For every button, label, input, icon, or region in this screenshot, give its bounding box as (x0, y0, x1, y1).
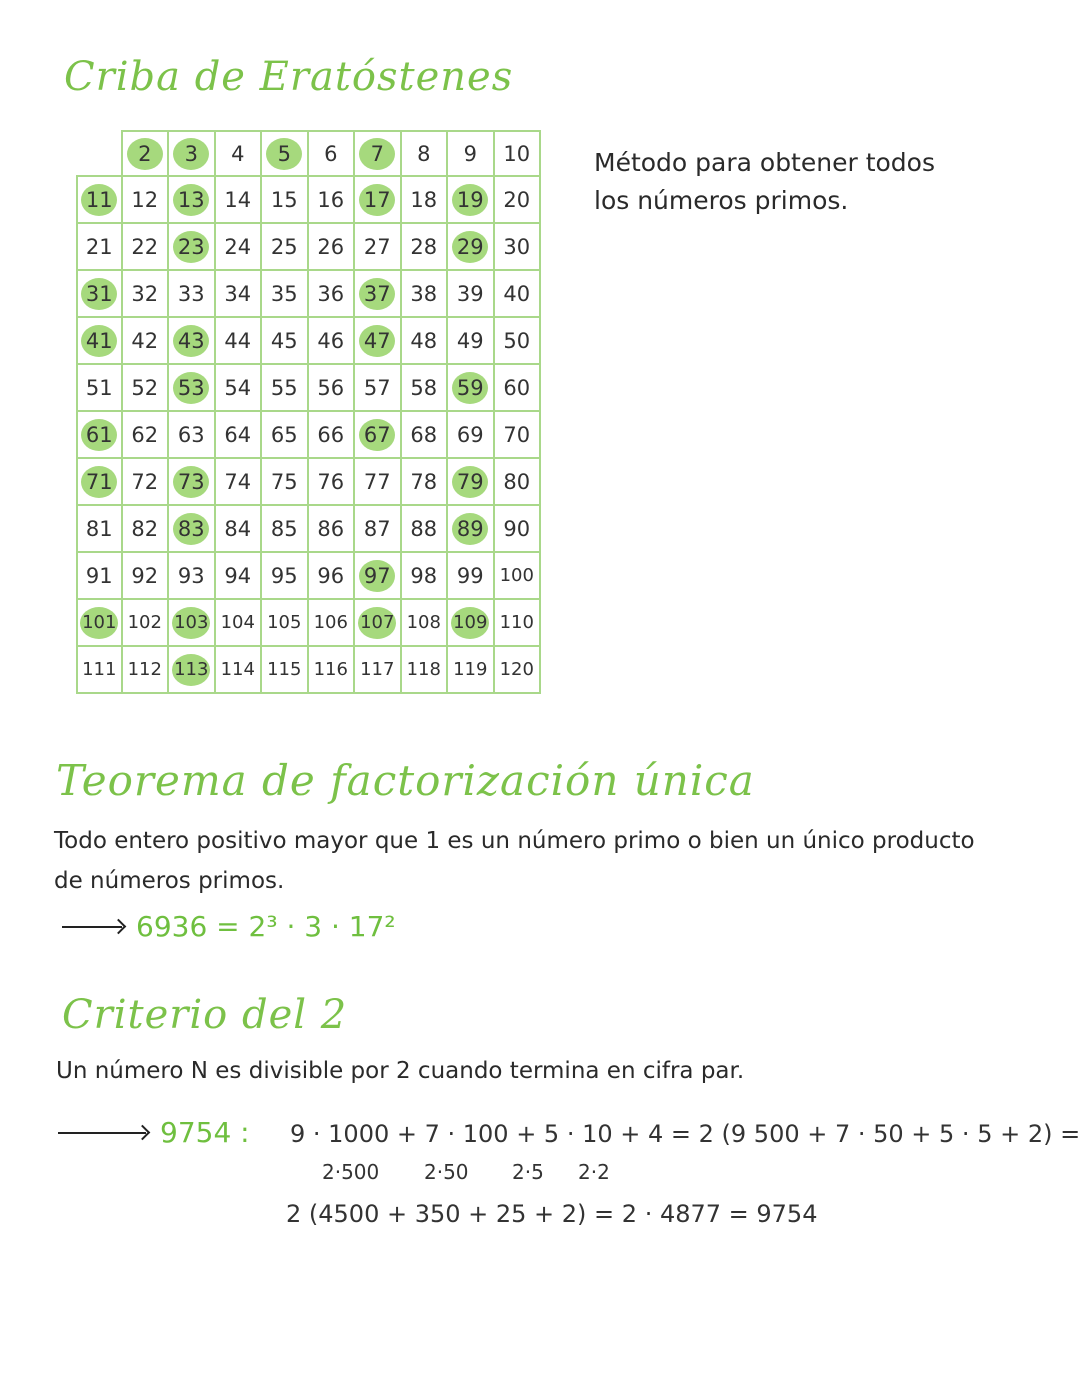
criterio-result: 2 (4500 + 350 + 25 + 2) = 2 · 4877 = 9754 (286, 1200, 818, 1228)
sieve-cell: 108 (402, 600, 449, 647)
sieve-cell-prime: 19 (448, 177, 495, 224)
sieve-cell: 112 (123, 647, 170, 694)
sieve-cell: 118 (402, 647, 449, 694)
criterio-sub-4: 2·2 (578, 1160, 610, 1184)
sieve-cell: 51 (76, 365, 123, 412)
sieve-cell: 88 (402, 506, 449, 553)
sieve-cell: 116 (309, 647, 356, 694)
sieve-cell-prime: 83 (169, 506, 216, 553)
sieve-cell: 28 (402, 224, 449, 271)
sieve-cell: 65 (262, 412, 309, 459)
sieve-cell-prime: 101 (76, 600, 123, 647)
sieve-cell: 20 (495, 177, 542, 224)
criterio-sub-100: 2·50 (424, 1160, 469, 1184)
sieve-cell: 36 (309, 271, 356, 318)
sieve-cell: 24 (216, 224, 263, 271)
sieve-cell: 110 (495, 600, 542, 647)
sieve-cell: 106 (309, 600, 356, 647)
sieve-cell: 68 (402, 412, 449, 459)
sieve-cell: 34 (216, 271, 263, 318)
sieve-cell: 48 (402, 318, 449, 365)
sieve-cell: 58 (402, 365, 449, 412)
sieve-cell-prime: 59 (448, 365, 495, 412)
sieve-cell: 21 (76, 224, 123, 271)
sieve-row (76, 177, 541, 224)
sieve-cell: 87 (355, 506, 402, 553)
sieve-cell-prime: 23 (169, 224, 216, 271)
sieve-cell: 57 (355, 365, 402, 412)
sieve-row (76, 553, 541, 600)
sieve-cell: 115 (262, 647, 309, 694)
sieve-cell: 78 (402, 459, 449, 506)
sieve-grid (76, 130, 541, 694)
sieve-cell: 60 (495, 365, 542, 412)
sieve-cell-prime: 13 (169, 177, 216, 224)
theorem-arrow-icon (62, 926, 122, 928)
sieve-cell: 32 (123, 271, 170, 318)
sieve-cell-prime: 109 (448, 600, 495, 647)
sieve-cell: 86 (309, 506, 356, 553)
sieve-cell: 42 (123, 318, 170, 365)
sieve-cell: 105 (262, 600, 309, 647)
criterio-title: Criterio del 2 (62, 992, 348, 1038)
sieve-cell: 22 (123, 224, 170, 271)
criterio-sub-10: 2·5 (512, 1160, 544, 1184)
sieve-cell-prime: 31 (76, 271, 123, 318)
sieve-cell: 90 (495, 506, 542, 553)
sieve-cell: 92 (123, 553, 170, 600)
criterio-statement: Un número N es divisible por 2 cuando termina en cifra par. (56, 1058, 745, 1084)
sieve-row (76, 318, 541, 365)
sieve-cell: 4 (216, 130, 263, 177)
theorem-line2: de números primos. (54, 868, 285, 894)
sieve-cell-prime: 53 (169, 365, 216, 412)
sieve-cell: 119 (448, 647, 495, 694)
sieve-cell-prime: 103 (169, 600, 216, 647)
sieve-cell-prime: 7 (355, 130, 402, 177)
sieve-cell-prime: 3 (169, 130, 216, 177)
sieve-cell-prime: 97 (355, 553, 402, 600)
sieve-cell: 45 (262, 318, 309, 365)
sieve-cell: 15 (262, 177, 309, 224)
sieve-cell-prime: 37 (355, 271, 402, 318)
sieve-cell: 85 (262, 506, 309, 553)
sieve-cell: 27 (355, 224, 402, 271)
sieve-cell-prime: 2 (123, 130, 170, 177)
sieve-cell: 50 (495, 318, 542, 365)
sieve-cell: 104 (216, 600, 263, 647)
sieve-cell: 14 (216, 177, 263, 224)
sieve-cell: 46 (309, 318, 356, 365)
sieve-row (76, 224, 541, 271)
sieve-cell: 39 (448, 271, 495, 318)
sieve-cell: 10 (495, 130, 542, 177)
sieve-cell-prime: 89 (448, 506, 495, 553)
sieve-cell: 99 (448, 553, 495, 600)
sieve-cell-prime: 47 (355, 318, 402, 365)
sieve-cell: 75 (262, 459, 309, 506)
sieve-cell: 8 (402, 130, 449, 177)
sieve-cell: 64 (216, 412, 263, 459)
sieve-cell-prime: 113 (169, 647, 216, 694)
sieve-cell: 70 (495, 412, 542, 459)
sieve-cell: 9 (448, 130, 495, 177)
sieve-cell: 63 (169, 412, 216, 459)
sieve-cell: 44 (216, 318, 263, 365)
sieve-cell: 76 (309, 459, 356, 506)
sieve-cell: 81 (76, 506, 123, 553)
sieve-cell: 80 (495, 459, 542, 506)
sieve-cell: 96 (309, 553, 356, 600)
criterio-sub-1000: 2·500 (322, 1160, 380, 1184)
sieve-row (76, 130, 541, 177)
sieve-cell: 98 (402, 553, 449, 600)
sieve-cell: 102 (123, 600, 170, 647)
sieve-cell: 72 (123, 459, 170, 506)
criterio-example-label: 9754 : (160, 1116, 250, 1149)
criterio-expansion: 9 · 1000 + 7 · 100 + 5 · 10 + 4 = 2 (9 500 + 7 · 50 + 5 · 5 + 2) = (290, 1120, 1080, 1148)
sieve-cell: 18 (402, 177, 449, 224)
sieve-cell-prime: 43 (169, 318, 216, 365)
sieve-cell: 117 (355, 647, 402, 694)
sieve-row (76, 600, 541, 647)
sieve-cell: 6 (309, 130, 356, 177)
sieve-cell: 16 (309, 177, 356, 224)
sieve-cell: 93 (169, 553, 216, 600)
sieve-cell: 84 (216, 506, 263, 553)
sieve-row (76, 506, 541, 553)
sieve-cell-prime: 5 (262, 130, 309, 177)
sieve-cell-prime: 29 (448, 224, 495, 271)
sieve-note (594, 144, 935, 220)
sieve-note-line2: los números primos. (594, 186, 849, 215)
sieve-cell: 69 (448, 412, 495, 459)
sieve-row (76, 647, 541, 694)
sieve-title: Criba de Eratóstenes (64, 54, 514, 100)
sieve-cell: 33 (169, 271, 216, 318)
sieve-cell: 25 (262, 224, 309, 271)
sieve-cell: 26 (309, 224, 356, 271)
sieve-cell-prime: 41 (76, 318, 123, 365)
sieve-cell: 114 (216, 647, 263, 694)
theorem-line1: Todo entero positivo mayor que 1 es un número primo o bien un único producto (54, 828, 975, 854)
sieve-cell-prime: 11 (76, 177, 123, 224)
theorem-title: Teorema de factorización única (56, 756, 755, 805)
sieve-cell: 100 (495, 553, 542, 600)
criterio-arrow-icon (58, 1132, 146, 1134)
sieve-note-line1: Método para obtener todos (594, 148, 935, 177)
sieve-cell: 77 (355, 459, 402, 506)
sieve-cell-prime: 71 (76, 459, 123, 506)
sieve-cell: 111 (76, 647, 123, 694)
sieve-cell: 30 (495, 224, 542, 271)
sieve-cell-prime: 79 (448, 459, 495, 506)
sieve-row (76, 412, 541, 459)
sieve-cell-prime: 67 (355, 412, 402, 459)
sieve-cell: 12 (123, 177, 170, 224)
sieve-cell: 49 (448, 318, 495, 365)
sieve-cell: 35 (262, 271, 309, 318)
sieve-cell: 52 (123, 365, 170, 412)
sieve-cell-prime: 17 (355, 177, 402, 224)
sieve-cell-prime: 73 (169, 459, 216, 506)
sieve-cell-prime: 61 (76, 412, 123, 459)
sieve-row (76, 271, 541, 318)
sieve-cell: 91 (76, 553, 123, 600)
sieve-cell-empty (76, 130, 123, 177)
sieve-cell: 62 (123, 412, 170, 459)
sieve-cell: 40 (495, 271, 542, 318)
sieve-cell: 66 (309, 412, 356, 459)
theorem-example: 6936 = 2³ · 3 · 17² (136, 910, 396, 943)
sieve-row (76, 459, 541, 506)
sieve-cell: 74 (216, 459, 263, 506)
sieve-cell: 38 (402, 271, 449, 318)
sieve-cell: 54 (216, 365, 263, 412)
sieve-cell: 95 (262, 553, 309, 600)
sieve-cell-prime: 107 (355, 600, 402, 647)
sieve-row (76, 365, 541, 412)
sieve-cell: 56 (309, 365, 356, 412)
sieve-cell: 82 (123, 506, 170, 553)
sieve-cell: 94 (216, 553, 263, 600)
sieve-cell: 120 (495, 647, 542, 694)
sieve-cell: 55 (262, 365, 309, 412)
